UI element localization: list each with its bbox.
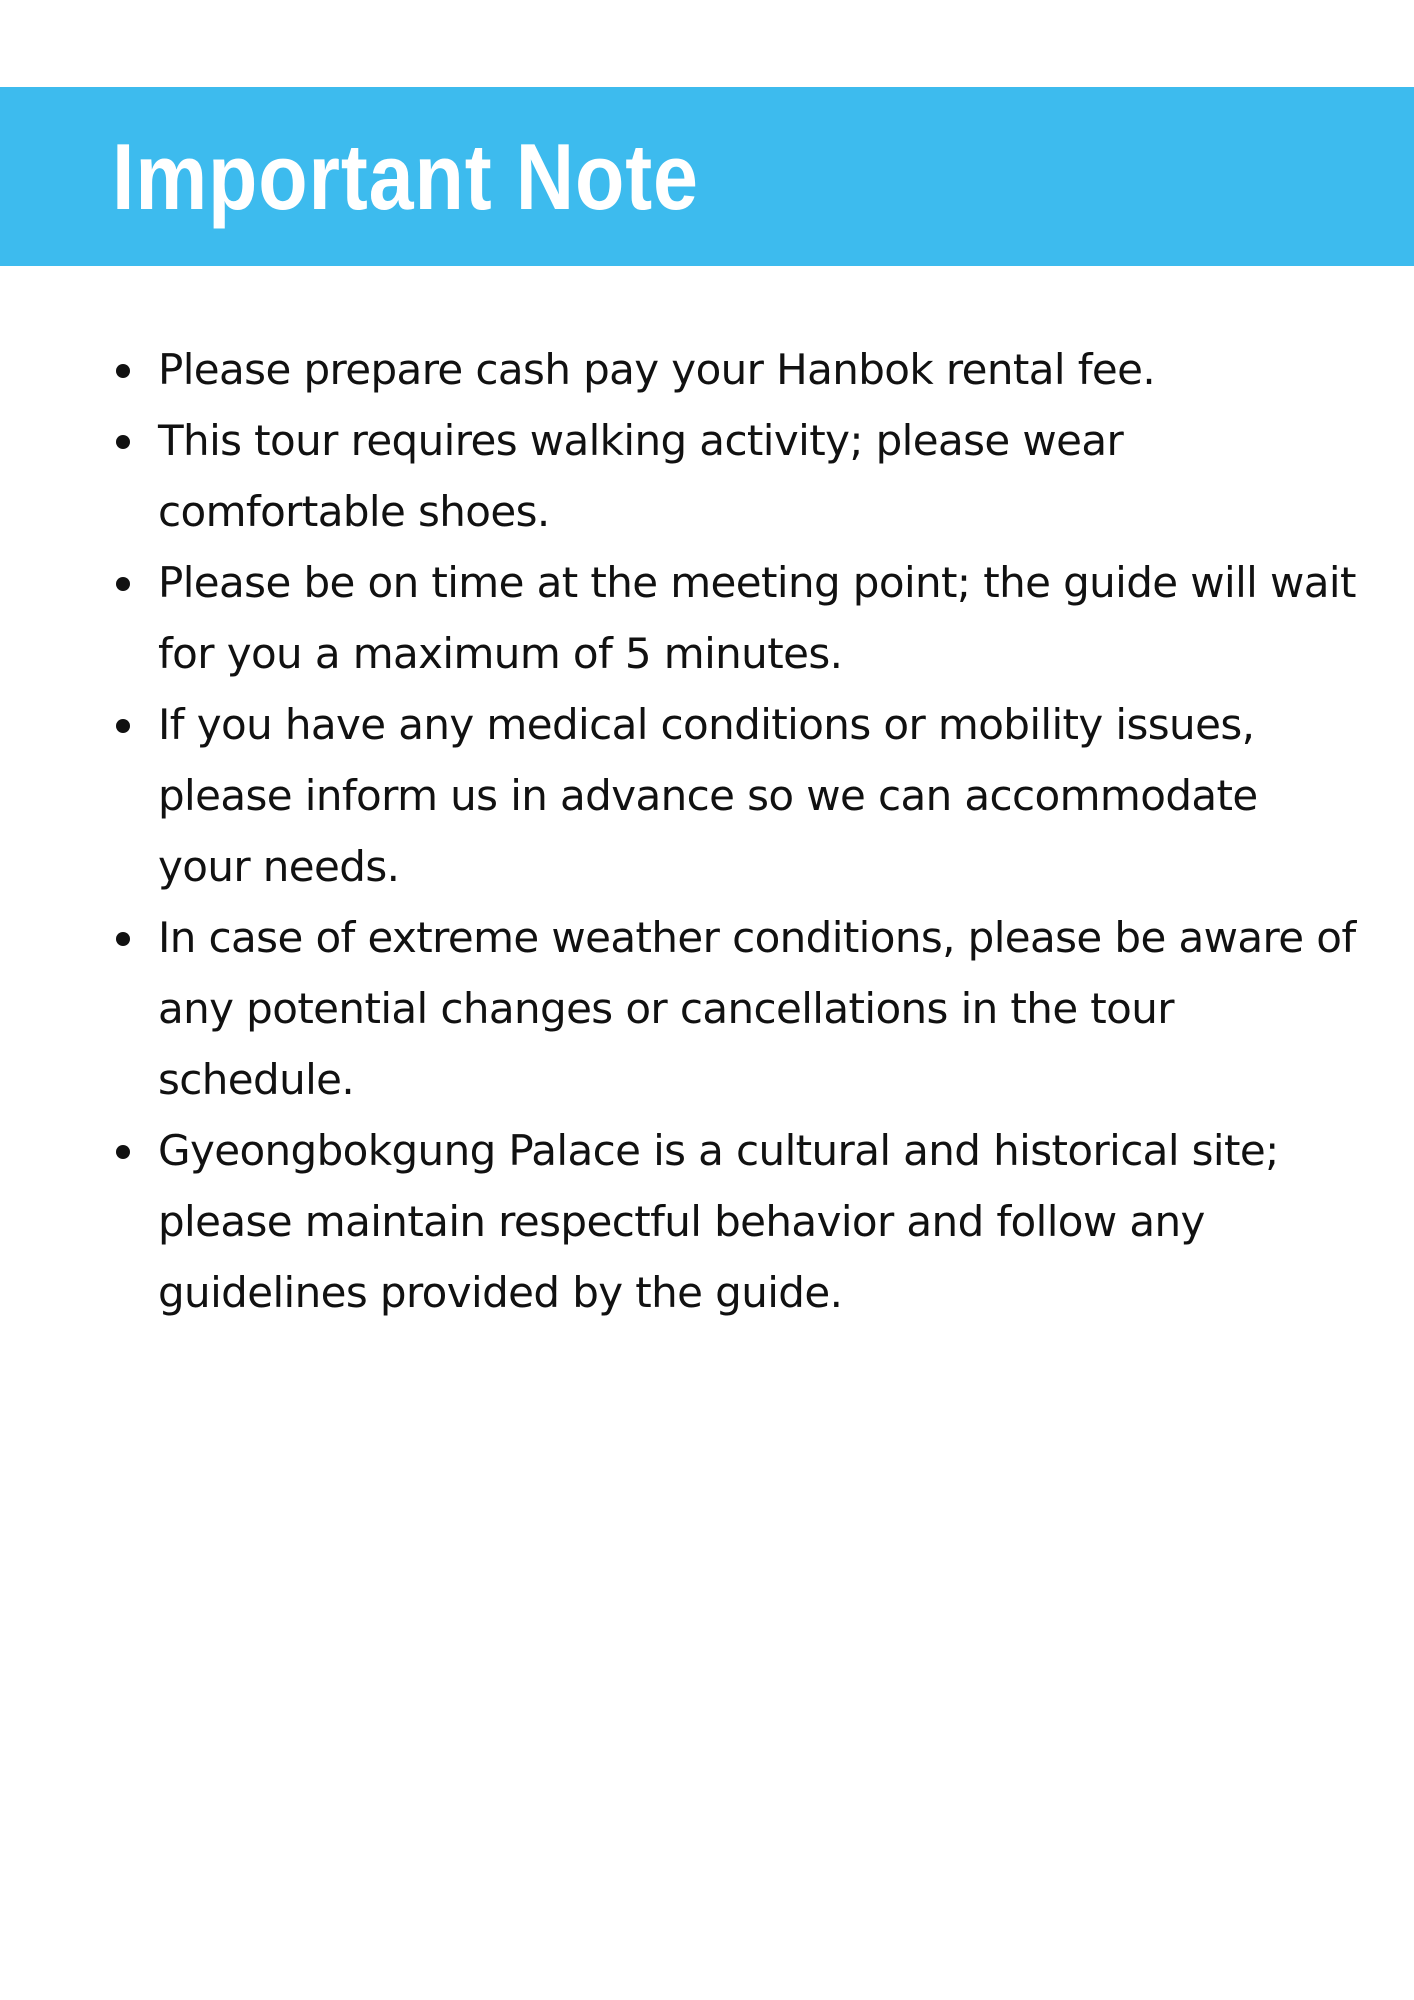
note-item-4 bbox=[158, 689, 1358, 902]
note-item-6 bbox=[158, 1115, 1358, 1328]
bullet-icon bbox=[116, 1145, 130, 1159]
note-text: Please be on time at the meeting point; the guide will wait for you a maximum of 5 minutes. bbox=[158, 558, 1356, 678]
bullet-icon bbox=[116, 364, 130, 378]
page-title: Important Note bbox=[112, 124, 699, 229]
note-text: If you have any medical conditions or mobility issues, please inform us in advance so we can accommodate your needs. bbox=[158, 700, 1258, 891]
notes-list bbox=[158, 334, 1358, 1328]
note-item-2 bbox=[158, 405, 1358, 547]
bullet-icon bbox=[116, 719, 130, 733]
note-text: This tour requires walking activity; please wear comfortable shoes. bbox=[158, 416, 1124, 536]
header-band bbox=[0, 87, 1414, 266]
note-item-5 bbox=[158, 902, 1358, 1115]
note-item-1 bbox=[158, 334, 1358, 405]
note-text: Gyeongbokgung Palace is a cultural and historical site; please maintain respectful behavior and follow any guidelines provided by the guide. bbox=[158, 1126, 1279, 1317]
bullet-icon bbox=[116, 435, 130, 449]
note-text: In case of extreme weather conditions, please be aware of any potential changes or cancellations in the tour schedule. bbox=[158, 913, 1356, 1104]
note-item-3 bbox=[158, 547, 1358, 689]
bullet-icon bbox=[116, 577, 130, 591]
bullet-icon bbox=[116, 932, 130, 946]
note-text: Please prepare cash pay your Hanbok rental fee. bbox=[158, 345, 1156, 394]
